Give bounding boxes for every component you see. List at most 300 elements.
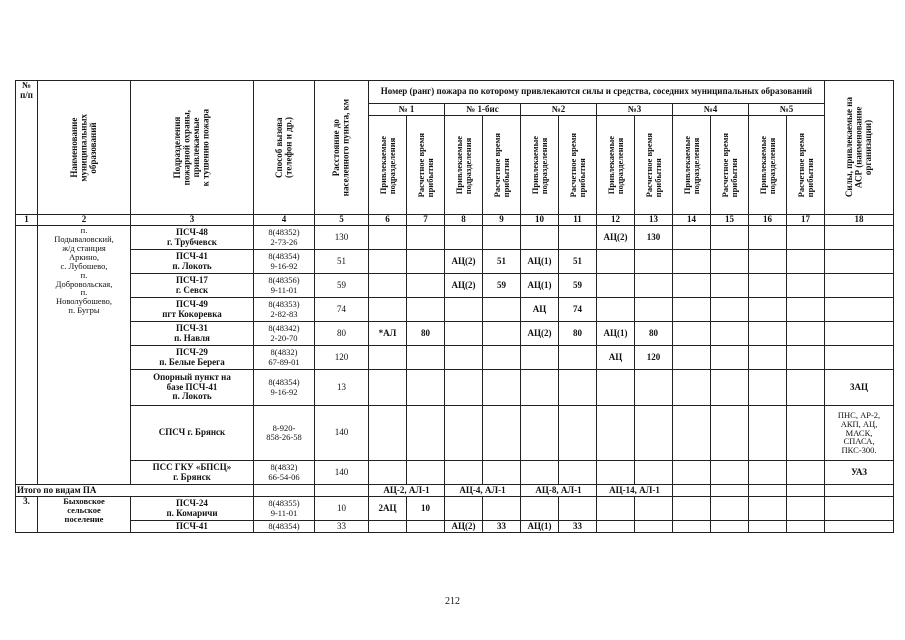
rank-cell: АЦ(2) xyxy=(445,250,483,274)
text-line: ПСЧ-41 xyxy=(176,251,208,262)
rank-cell xyxy=(749,322,787,346)
text-line: п. xyxy=(80,287,88,298)
rank-cell xyxy=(711,461,749,485)
text-line: Быховское xyxy=(63,496,105,506)
rank-header: №3 xyxy=(597,104,673,116)
text-line: 8(48353) xyxy=(268,299,300,310)
rank-cell xyxy=(597,461,635,485)
total-value: АЦ-14, АЛ-1 xyxy=(597,485,673,497)
rank-cell xyxy=(521,226,559,250)
rank-cell: АЦ(1) xyxy=(597,322,635,346)
text-line: п. xyxy=(80,225,88,235)
rescue-forces xyxy=(825,250,894,274)
rank-cell: 120 xyxy=(635,346,673,370)
rank-cell: 59 xyxy=(483,274,521,298)
rank-cell: 74 xyxy=(559,298,597,322)
rank-cell xyxy=(445,406,483,461)
text-line: 9-11-01 xyxy=(270,507,298,518)
rescue-forces: 3АЦ xyxy=(825,370,894,406)
text-line: п. Комаричи xyxy=(166,507,218,518)
rank-cell: 80 xyxy=(559,322,597,346)
rank-cell: АЦ(2) xyxy=(445,521,483,533)
rescue-forces xyxy=(825,298,894,322)
rank-cell xyxy=(711,298,749,322)
table-row xyxy=(16,370,894,406)
rescue-forces xyxy=(825,226,894,250)
rank-cell xyxy=(787,226,825,250)
subheader-arrival-time xyxy=(787,116,825,215)
text-line: п. xyxy=(80,269,88,280)
text-line: г. Севск xyxy=(175,284,209,295)
subheader-units xyxy=(597,116,635,215)
totals-row xyxy=(16,485,894,497)
rank-cell xyxy=(673,406,711,461)
text-line: 67-89-01 xyxy=(268,356,300,367)
rank-cell xyxy=(483,370,521,406)
rank-cell xyxy=(559,497,597,521)
rank-cell xyxy=(597,250,635,274)
total-value: АЦ-4, АЛ-1 xyxy=(445,485,521,497)
rank-cell: 51 xyxy=(483,250,521,274)
distance: 59 xyxy=(315,274,369,298)
rank-cell: 51 xyxy=(559,250,597,274)
column-number: 7 xyxy=(407,215,445,226)
page-number: 212 xyxy=(445,596,460,607)
text-line: 8(48354) xyxy=(268,251,300,262)
subheader-arrival-time-text: Расчетное время прибытия xyxy=(643,132,663,198)
text-line: ПСЧ-49 xyxy=(176,299,208,310)
text-line: поселение xyxy=(64,513,104,524)
rank-cell xyxy=(749,406,787,461)
text-line: ж/д станция xyxy=(62,242,106,253)
unit-name xyxy=(131,406,254,461)
phone xyxy=(254,322,315,346)
column-number: 14 xyxy=(673,215,711,226)
rank-cell xyxy=(597,370,635,406)
text-line: п. Локоть xyxy=(172,260,212,271)
rank-cell xyxy=(711,346,749,370)
text-line: 8(48354) xyxy=(268,520,300,531)
column-number: 4 xyxy=(254,215,315,226)
rank-cell xyxy=(597,497,635,521)
distance: 13 xyxy=(315,370,369,406)
rank-cell xyxy=(407,346,445,370)
rank-cell xyxy=(711,250,749,274)
text-line: 9-16-92 xyxy=(270,386,298,397)
rescue-forces: УАЗ xyxy=(825,461,894,485)
text-line: СПАСА, xyxy=(843,436,875,447)
text-line: Подываловский, xyxy=(54,233,114,244)
subheader-arrival-time-text: Расчетное время прибытия xyxy=(719,132,739,198)
rank-cell xyxy=(673,226,711,250)
text-line: 858-26-58 xyxy=(266,432,302,442)
rank-cell: 130 xyxy=(635,226,673,250)
text-line: ПСЧ-48 xyxy=(176,227,208,238)
rank-cell xyxy=(445,226,483,250)
text-line: 8(48354) xyxy=(268,377,300,388)
unit-name xyxy=(131,346,254,370)
rank-cell xyxy=(635,406,673,461)
rank-cell xyxy=(521,370,559,406)
rank-cell xyxy=(787,298,825,322)
text-line: 8(4832) xyxy=(270,462,298,473)
rank-cell xyxy=(635,250,673,274)
rank-cell xyxy=(559,406,597,461)
rank-cell: 10 xyxy=(407,497,445,521)
distance: 74 xyxy=(315,298,369,322)
distance: 51 xyxy=(315,250,369,274)
subheader-arrival-time-text: Расчетное время прибытия xyxy=(795,132,815,198)
rank-cell xyxy=(749,346,787,370)
column-number: 2 xyxy=(38,215,131,226)
subheader-arrival-time xyxy=(711,116,749,215)
rank-cell xyxy=(635,497,673,521)
text-line: г. Брянск xyxy=(173,471,211,482)
text-line: МАСК, xyxy=(845,427,873,438)
rank-cell xyxy=(711,322,749,346)
text-line: ПСЧ-31 xyxy=(176,323,208,334)
rank-cell xyxy=(787,497,825,521)
header-rescue-forces: Силы, привлекаемые на АСР (наименование организации) xyxy=(825,81,894,215)
text-line: 66-54-06 xyxy=(268,471,300,482)
rank-cell xyxy=(407,406,445,461)
rank-cell xyxy=(673,298,711,322)
rank-cell xyxy=(559,370,597,406)
rank-cell xyxy=(407,298,445,322)
unit-name xyxy=(131,250,254,274)
rank-cell xyxy=(369,461,407,485)
subheader-units-text: Привлекаемые подразделения xyxy=(529,135,549,195)
text-line: сельское xyxy=(67,504,101,515)
subheader-arrival-time-text: Расчетное время прибытия xyxy=(567,132,587,198)
rank-cell xyxy=(521,461,559,485)
phone xyxy=(254,298,315,322)
rank-cell xyxy=(597,298,635,322)
column-number: 10 xyxy=(521,215,559,226)
phone xyxy=(254,461,315,485)
column-number: 16 xyxy=(749,215,787,226)
rank-cell xyxy=(749,461,787,485)
column-number: 3 xyxy=(131,215,254,226)
unit-name xyxy=(131,497,254,521)
rank-cell xyxy=(673,250,711,274)
rank-cell: 33 xyxy=(483,521,521,533)
rank-cell xyxy=(749,497,787,521)
total-value: АЦ-8, АЛ-1 xyxy=(521,485,597,497)
text-line: ПНС, АР-2, xyxy=(837,409,881,420)
column-number: 15 xyxy=(711,215,749,226)
table-row xyxy=(16,521,894,533)
text-line: 8-920- xyxy=(272,422,296,433)
rank-cell xyxy=(711,226,749,250)
rank-cell xyxy=(483,406,521,461)
distance: 130 xyxy=(315,226,369,250)
text-line: ПСЧ-41 xyxy=(176,520,208,531)
table-row xyxy=(16,346,894,370)
text-line: 8(48356) xyxy=(268,275,300,286)
rank-cell xyxy=(787,370,825,406)
rank-cell xyxy=(369,298,407,322)
text-line: ПСЧ-17 xyxy=(176,275,208,286)
rank-header: № 1 xyxy=(369,104,445,116)
rank-cell: АЦ(2) xyxy=(521,322,559,346)
header-number: № п/п xyxy=(16,81,38,215)
text-line: пгт Кокоревка xyxy=(162,308,222,319)
subheader-units-text: Привлекаемые подразделения xyxy=(605,135,625,195)
empty-cell xyxy=(825,485,894,497)
text-line: п. Белые Берега xyxy=(159,356,225,367)
rank-cell xyxy=(407,226,445,250)
rank-cell: 2АЦ xyxy=(369,497,407,521)
rank-cell xyxy=(407,274,445,298)
distance: 80 xyxy=(315,322,369,346)
phone xyxy=(254,521,315,533)
rank-cell xyxy=(521,497,559,521)
total-value: АЦ-2, АЛ-1 xyxy=(369,485,445,497)
column-number: 1 xyxy=(16,215,38,226)
rank-cell xyxy=(673,322,711,346)
rank-cell xyxy=(369,370,407,406)
rank-cell xyxy=(787,406,825,461)
column-number: 18 xyxy=(825,215,894,226)
distance: 140 xyxy=(315,461,369,485)
header-call-method: Способ вызова (телефон и др.) xyxy=(254,81,315,215)
rank-cell xyxy=(559,226,597,250)
text-line: Опорный пункт на xyxy=(153,372,231,383)
rescue-forces xyxy=(825,274,894,298)
unit-name xyxy=(131,370,254,406)
municipality-cell xyxy=(38,497,131,533)
rank-cell: 59 xyxy=(559,274,597,298)
distance: 120 xyxy=(315,346,369,370)
rank-cell xyxy=(711,406,749,461)
text-line: 9-16-92 xyxy=(270,260,298,271)
rank-cell xyxy=(749,226,787,250)
subheader-arrival-time xyxy=(559,116,597,215)
text-line: г. Трубчевск xyxy=(167,236,217,247)
column-number: 17 xyxy=(787,215,825,226)
rank-cell xyxy=(635,274,673,298)
table-row xyxy=(16,461,894,485)
empty-cell xyxy=(711,485,749,497)
text-line: Аркино, xyxy=(69,251,99,262)
rank-cell xyxy=(711,274,749,298)
empty-cell xyxy=(787,485,825,497)
rank-cell xyxy=(711,521,749,533)
rank-cell xyxy=(673,274,711,298)
rank-cell xyxy=(749,298,787,322)
subheader-units xyxy=(445,116,483,215)
rank-cell: АЦ(2) xyxy=(597,226,635,250)
rank-cell xyxy=(483,461,521,485)
rank-cell xyxy=(673,461,711,485)
subheader-units-text: Привлекаемые подразделения xyxy=(377,135,397,195)
rank-cell xyxy=(369,521,407,533)
subheader-arrival-time-text: Расчетное время прибытия xyxy=(491,132,511,198)
rank-cell xyxy=(673,497,711,521)
table-row xyxy=(16,322,894,346)
rank-cell xyxy=(369,406,407,461)
rank-header: №2 xyxy=(521,104,597,116)
subheader-units xyxy=(673,116,711,215)
empty-cell xyxy=(315,485,369,497)
rank-cell: АЦ xyxy=(521,298,559,322)
subheader-units xyxy=(749,116,787,215)
text-line: 2-20-70 xyxy=(270,332,298,343)
text-line: ПСС ГКУ «БПСЦ» xyxy=(152,462,232,473)
subheader-units-text: Привлекаемые подразделения xyxy=(757,135,777,195)
rank-cell xyxy=(407,461,445,485)
rank-cell xyxy=(445,298,483,322)
rank-cell xyxy=(673,370,711,406)
table-row xyxy=(16,226,894,250)
totals-label: Итого по видам ПА xyxy=(16,485,254,497)
unit-name xyxy=(131,521,254,533)
rank-cell xyxy=(559,346,597,370)
text-line: 8(48352) xyxy=(268,227,300,238)
rank-cell: АЦ(1) xyxy=(521,274,559,298)
empty-cell xyxy=(749,485,787,497)
table-row xyxy=(16,406,894,461)
fire-resources-table xyxy=(15,80,894,533)
text-line: 2-82-83 xyxy=(270,308,298,319)
text-line: п. Бугры xyxy=(68,305,100,316)
text-line: 8(48355) xyxy=(268,498,300,509)
text-line: АКП, АЦ, xyxy=(840,418,878,429)
rank-cell xyxy=(749,521,787,533)
text-line: п. Локоть xyxy=(172,391,212,402)
rescue-forces xyxy=(825,346,894,370)
empty-cell xyxy=(254,485,315,497)
rank-cell xyxy=(749,274,787,298)
text-line: СПСЧ г. Брянск xyxy=(158,427,226,438)
phone xyxy=(254,370,315,406)
rank-header: № 1-бис xyxy=(445,104,521,116)
rank-cell xyxy=(787,322,825,346)
header-distance: Расстояние до населенного пункта, км xyxy=(315,81,369,215)
distance: 10 xyxy=(315,497,369,521)
text-line: 2-73-26 xyxy=(270,236,298,247)
rank-cell xyxy=(597,521,635,533)
text-line: Добровольская, xyxy=(55,278,113,289)
rank-cell xyxy=(673,521,711,533)
text-line: ПКС-300. xyxy=(841,445,877,456)
subheader-units-text: Привлекаемые подразделения xyxy=(681,135,701,195)
rank-cell xyxy=(749,370,787,406)
rank-header: №4 xyxy=(673,104,749,116)
rank-cell xyxy=(483,497,521,521)
rank-cell: *АЛ xyxy=(369,322,407,346)
subheader-arrival-time xyxy=(635,116,673,215)
rank-cell xyxy=(787,521,825,533)
rank-cell xyxy=(787,274,825,298)
column-number: 13 xyxy=(635,215,673,226)
rank-cell xyxy=(559,461,597,485)
rank-cell: АЦ xyxy=(597,346,635,370)
rank-cell xyxy=(407,370,445,406)
rank-cell xyxy=(407,521,445,533)
header-municipality: Наименование муниципальных образований xyxy=(38,81,131,215)
header-fire-rank-group: Номер (ранг) пожара по которому привлекаются силы и средства, соседних муниципальных образований xyxy=(369,81,825,104)
phone xyxy=(254,406,315,461)
row-number-cell xyxy=(16,226,38,485)
distance: 33 xyxy=(315,521,369,533)
rank-cell xyxy=(445,370,483,406)
table-row xyxy=(16,250,894,274)
rank-header: №5 xyxy=(749,104,825,116)
rank-cell xyxy=(369,346,407,370)
text-line: с. Лубошево, xyxy=(60,260,108,271)
rank-cell xyxy=(445,461,483,485)
subheader-arrival-time xyxy=(483,116,521,215)
rank-cell xyxy=(369,226,407,250)
rank-cell xyxy=(673,346,711,370)
rank-cell xyxy=(445,346,483,370)
rank-cell xyxy=(749,250,787,274)
rank-cell xyxy=(445,322,483,346)
column-number: 12 xyxy=(597,215,635,226)
rank-cell xyxy=(483,298,521,322)
rank-cell xyxy=(635,298,673,322)
municipality-cell xyxy=(38,226,131,485)
text-line: базе ПСЧ-41 xyxy=(166,381,218,392)
rank-cell xyxy=(635,521,673,533)
rescue-forces xyxy=(825,521,894,533)
empty-cell xyxy=(673,485,711,497)
rank-cell xyxy=(711,497,749,521)
rank-cell xyxy=(635,461,673,485)
phone xyxy=(254,497,315,521)
text-line: 8(48342) xyxy=(268,323,300,334)
phone xyxy=(254,250,315,274)
text-line: 8(4832) xyxy=(270,347,298,358)
column-number: 9 xyxy=(483,215,521,226)
unit-name xyxy=(131,298,254,322)
rescue-forces xyxy=(825,322,894,346)
text-line: 9-11-01 xyxy=(270,284,298,295)
rescue-forces xyxy=(825,406,894,461)
unit-name xyxy=(131,226,254,250)
unit-name xyxy=(131,322,254,346)
rank-cell xyxy=(369,274,407,298)
text-line: ПСЧ-24 xyxy=(176,498,208,509)
distance: 140 xyxy=(315,406,369,461)
rank-cell xyxy=(787,250,825,274)
text-line: п. Навля xyxy=(174,332,210,343)
rank-cell xyxy=(483,226,521,250)
rank-cell xyxy=(369,250,407,274)
phone xyxy=(254,346,315,370)
subheader-units xyxy=(369,116,407,215)
rank-cell xyxy=(597,406,635,461)
subheader-units xyxy=(521,116,559,215)
column-number: 5 xyxy=(315,215,369,226)
rank-cell: АЦ(1) xyxy=(521,250,559,274)
column-number: 6 xyxy=(369,215,407,226)
rank-cell xyxy=(521,406,559,461)
rank-cell: 80 xyxy=(407,322,445,346)
rank-cell xyxy=(787,346,825,370)
phone xyxy=(254,274,315,298)
rank-cell: 80 xyxy=(635,322,673,346)
rescue-forces xyxy=(825,497,894,521)
header-fire-units: Подразделения пожарной охраны, привлекаемые к тушению пожара xyxy=(131,81,254,215)
subheader-arrival-time xyxy=(407,116,445,215)
rank-cell xyxy=(483,322,521,346)
table-row xyxy=(16,497,894,521)
rank-cell: АЦ(1) xyxy=(521,521,559,533)
rank-cell xyxy=(445,497,483,521)
